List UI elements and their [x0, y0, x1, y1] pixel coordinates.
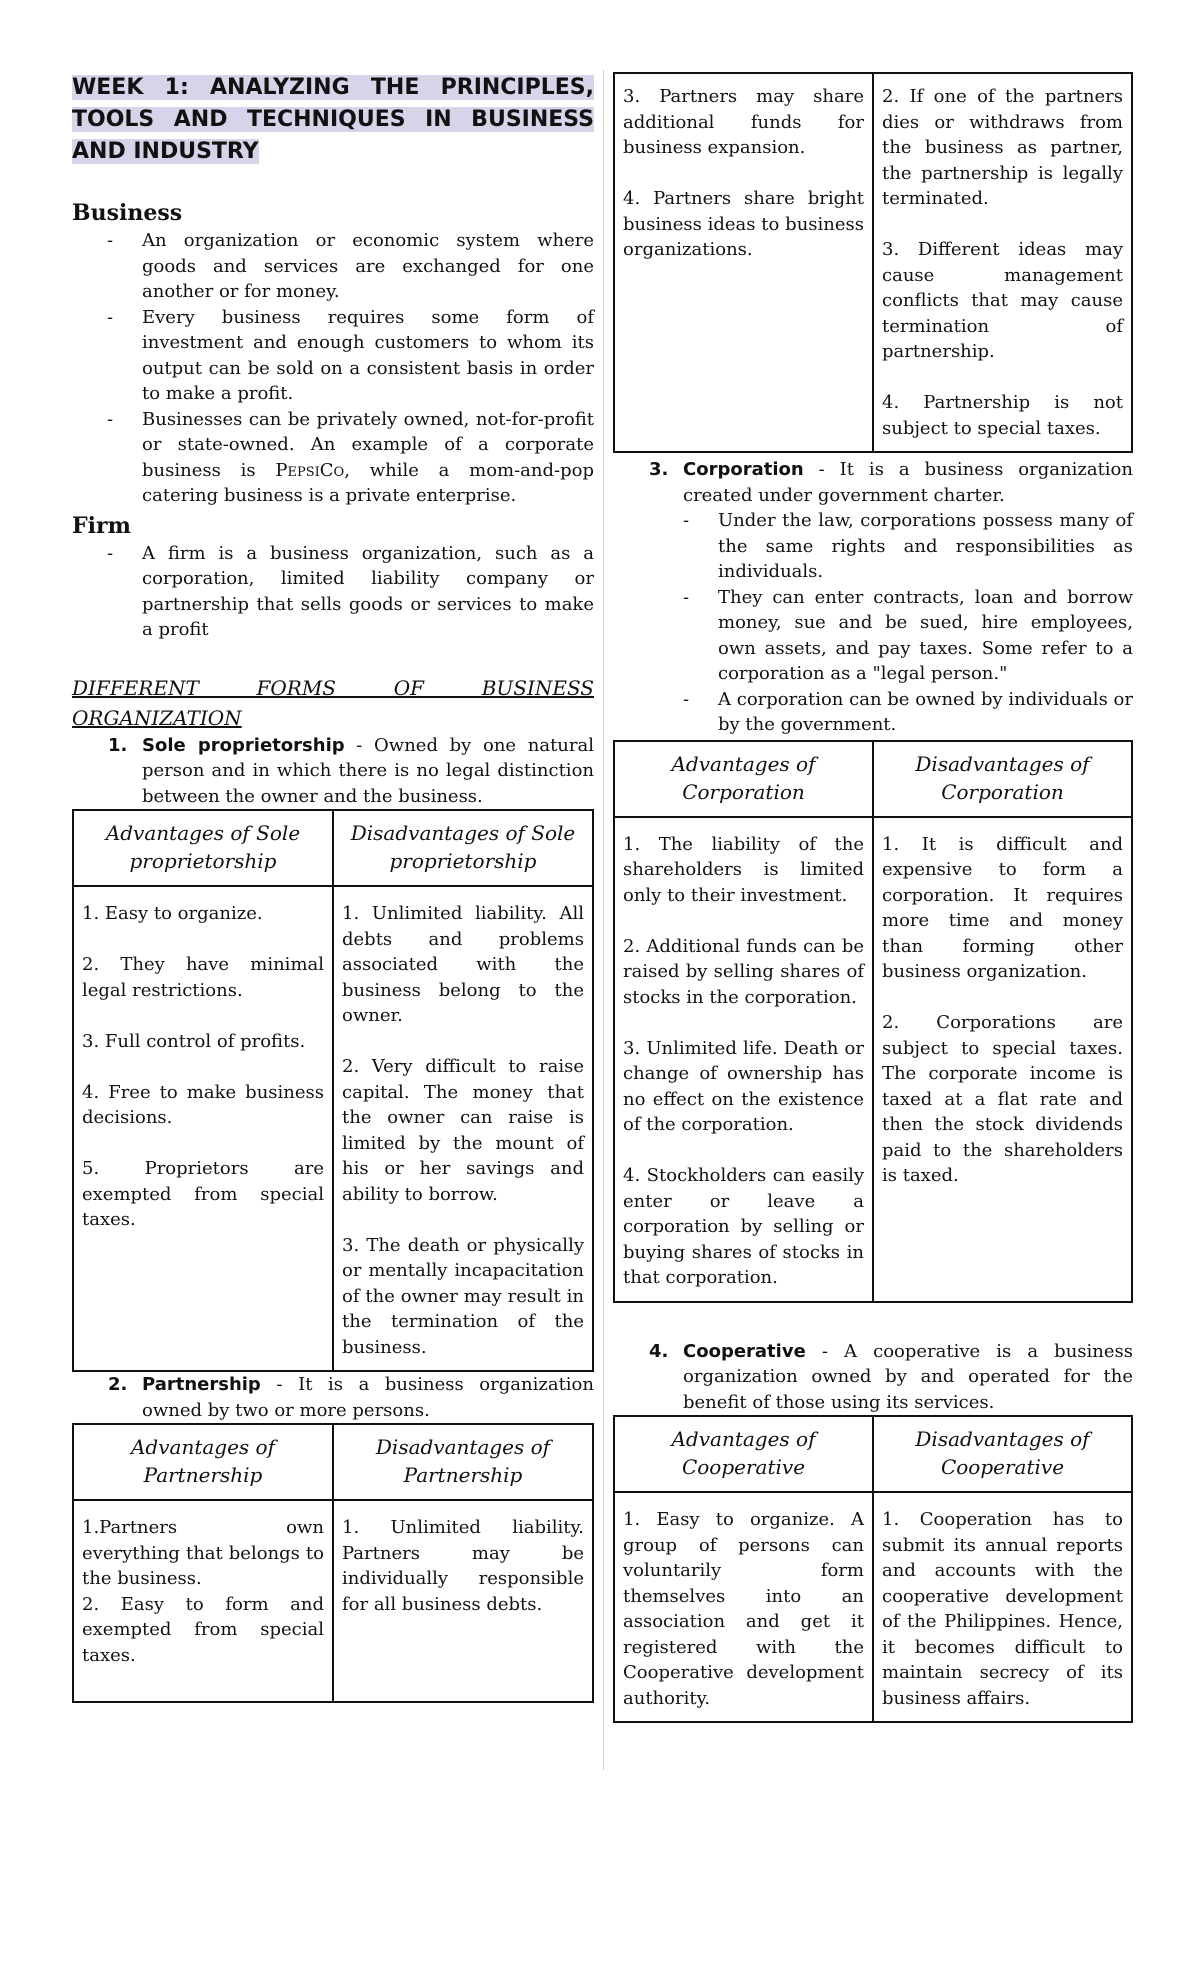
page-title: WEEK 1: ANALYZING THE PRINCIPLES, TOOLS AND TECHNIQUES IN BUSINESS AND INDUSTRY [72, 75, 594, 164]
left-column [72, 72, 594, 1703]
advantages-header: Advantages of Partnership [73, 1424, 333, 1500]
forms-title: DIFFERENT FORMS OF BUSINESS [72, 675, 594, 700]
form-name: Corporation [683, 459, 804, 480]
list-item: - Businesses can be privately owned, not-for-profit or state-owned. An example of a corporate business is PepsiCo, while a mom-and-pop catering business is a private enterprise. [72, 407, 594, 509]
disadvantages-cell: 2. If one of the partners dies or withdraws from the business as partner, the partnership is legally terminated. 3. Different ideas may cause management conflicts that may cause termination of partnership. 4. Partnership is not subject to special taxes. [873, 73, 1132, 452]
list-item: - A corporation can be owned by individuals or by the government. [648, 687, 1133, 738]
advantages-cell: 3. Partners may share additional funds for business expansion. 4. Partners share bright business ideas to business organizations. [614, 73, 873, 452]
form-name: Cooperative [683, 1340, 806, 1362]
disadvantages-header: Disadvantages of Partnership [333, 1424, 593, 1500]
corporation-table [613, 740, 1133, 1303]
disadvantages-header: Disadvantages of Corporation [873, 741, 1132, 817]
firm-heading: Firm [72, 512, 131, 539]
form-name: Partnership [142, 1374, 261, 1395]
disadvantages-cell: 1. Cooperation has to submit its annual reports and accounts with the cooperative development of the Philippines. Hence, it becomes difficult to maintain secrecy of its business affairs. [873, 1492, 1132, 1722]
disadvantages-cell: 1. It is difficult and expensive to form a corporation. It requires more time and money than forming other business organization. 2. Corporations are subject to special taxes. The corporate income is taxed at a flat rate and then the stock dividends paid to the shareholders is taxed. [873, 817, 1132, 1302]
brand-name: PepsiCo [275, 459, 345, 481]
list-item: - Every business requires some form of investment and enough customers to whom its output can be sold on a consistent basis in order to make a profit. [72, 305, 594, 407]
advantages-header: Advantages of Sole proprietorship [73, 810, 333, 886]
cooperative-item: 4. Cooperative - A cooperative is a business organization owned by and operated for the benefit of those using its services. [649, 1340, 1133, 1413]
list-item: - Under the law, corporations possess many of the same rights and responsibilities as individuals. [648, 508, 1133, 585]
partnership-item: 2. Partnership - It is a business organization owned by two or more persons. [108, 1374, 594, 1421]
sole-proprietorship-table [72, 809, 594, 1372]
list-item: - An organization or economic system where goods and services are exchanged for one another or for money. [72, 228, 594, 305]
forms-title-cont: ORGANIZATION [72, 705, 242, 730]
disadvantages-header: Disadvantages of Sole proprietorship [333, 810, 593, 886]
advantages-cell: 1. Easy to organize. A group of persons can voluntarily form themselves into an association and get it registered with the Cooperative development authority. [614, 1492, 873, 1722]
list-item: - A firm is a business organization, such as a corporation, limited liability company or partnership that sells goods or services to make a profit [72, 541, 594, 643]
firm-list [72, 541, 594, 643]
disadvantages-header: Disadvantages of Cooperative [873, 1416, 1132, 1492]
sole-proprietorship-item: 1. Sole proprietorship - Owned by one natural person and in which there is no legal distinction between the owner and the business. [108, 734, 594, 807]
disadvantages-cell: 1. Unlimited liability. All debts and problems associated with the business belong to the owner. 2. Very difficult to raise capital. The money that the owner can raise is limited by the mount of his or her savings and ability to borrow. 3. The death or physically or mentally incapacitation of the owner may result in the termination of the business. [333, 886, 593, 1371]
corporation-item: 3. Corporation - It is a business organization created under government charter. [649, 459, 1133, 506]
form-name: Sole proprietorship [142, 734, 345, 756]
business-heading: Business [72, 200, 183, 226]
advantages-header: Advantages of Cooperative [614, 1416, 873, 1492]
right-column [613, 72, 1133, 1723]
advantages-header: Advantages of Corporation [614, 741, 873, 817]
disadvantages-cell: 1. Unlimited liability. Partners may be individually responsible for all business debts. [333, 1500, 593, 1702]
advantages-cell: 1.Partners own everything that belongs to the business. 2. Easy to form and exempted from special taxes. [73, 1500, 333, 1702]
partnership-table [72, 1423, 594, 1703]
advantages-cell: 1. The liability of the shareholders is limited only to their investment. 2. Additional funds can be raised by selling shares of stocks in the corporation. 3. Unlimited life. Death or change of ownership has no effect on the existence of the corporation. 4. Stockholders can easily enter or leave a corporation by selling or buying shares of stocks in that corporation. [614, 817, 873, 1302]
column-divider [603, 70, 604, 1770]
corporation-list [613, 508, 1133, 738]
cooperative-table [613, 1415, 1133, 1723]
business-list [72, 228, 594, 509]
partnership-table-continued [613, 72, 1133, 453]
list-item: - They can enter contracts, loan and borrow money, sue and be sued, hire employees, own assets, and pay taxes. Some refer to a corporation as a "legal person." [648, 585, 1133, 687]
advantages-cell: 1. Easy to organize. 2. They have minimal legal restrictions. 3. Full control of profits. 4. Free to make business decisions. 5. Proprietors are exempted from special taxes. [73, 886, 333, 1371]
